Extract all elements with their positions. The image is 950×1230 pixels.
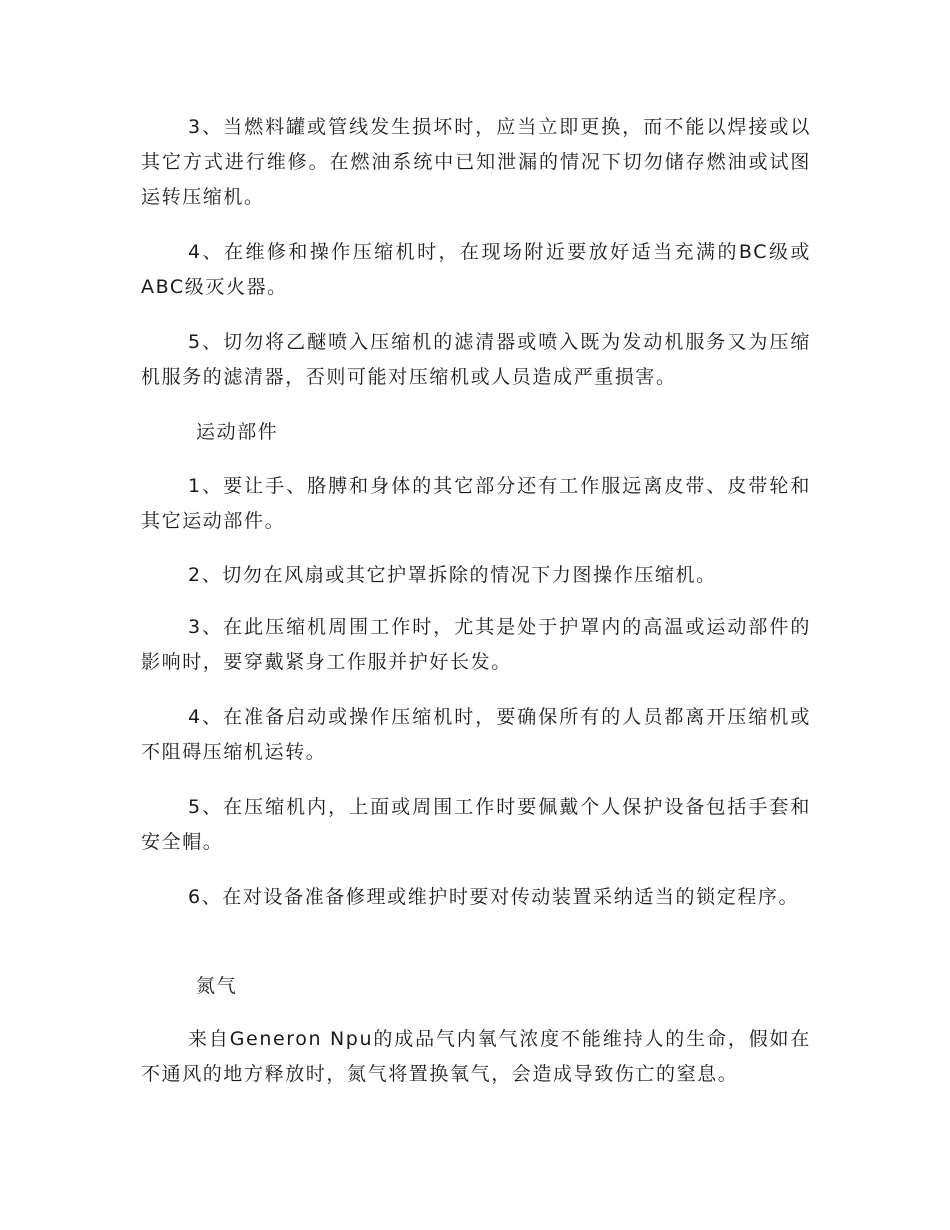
section-heading-moving-parts: 运动部件 xyxy=(196,421,279,443)
paragraph-fuel-tank-damage: 3、当燃料罐或管线发生损坏时，应当立即更换，而不能以焊接或以其它方式进行维修。在燃油系统中已知泄漏的情况下切勿储存燃油或试图运转压缩机。 xyxy=(141,116,811,208)
paragraph-moving-parts-6: 6、在对设备准备修理或维护时要对传动装置采纳适当的锁定程序。 xyxy=(188,886,800,908)
paragraph-moving-parts-2: 2、切勿在风扇或其它护罩拆除的情况下力图操作压缩机。 xyxy=(188,564,717,586)
paragraph-ether-filter: 5、切勿将乙醚喷入压缩机的滤清器或喷入既为发动机服务又为压缩机服务的滤清器，否则可能对压缩机或人员造成严重损害。 xyxy=(141,331,811,388)
paragraph-moving-parts-1: 1、要让手、胳膊和身体的其它部分还有工作服远离皮带、皮带轮和其它运动部件。 xyxy=(141,475,811,532)
paragraph-moving-parts-3: 3、在此压缩机周围工作时，尤其是处于护罩内的高温或运动部件的影响时，要穿戴紧身工作服并护好长发。 xyxy=(141,616,811,673)
paragraph-moving-parts-5: 5、在压缩机内，上面或周围工作时要佩戴个人保护设备包括手套和安全帽。 xyxy=(141,796,811,853)
paragraph-fire-extinguisher: 4、在维修和操作压缩机时，在现场附近要放好适当充满的BC级或ABC级灭火器。 xyxy=(141,241,811,298)
section-heading-nitrogen: 氮气 xyxy=(196,975,238,997)
paragraph-nitrogen: 来自Generon Npu的成品气内氧气浓度不能维持人的生命，假如在不通风的地方释放时，氮气将置换氧气，会造成导致伤亡的窒息。 xyxy=(141,1028,811,1085)
paragraph-moving-parts-4: 4、在准备启动或操作压缩机时，要确保所有的人员都离开压缩机或不阻碍压缩机运转。 xyxy=(141,706,811,763)
